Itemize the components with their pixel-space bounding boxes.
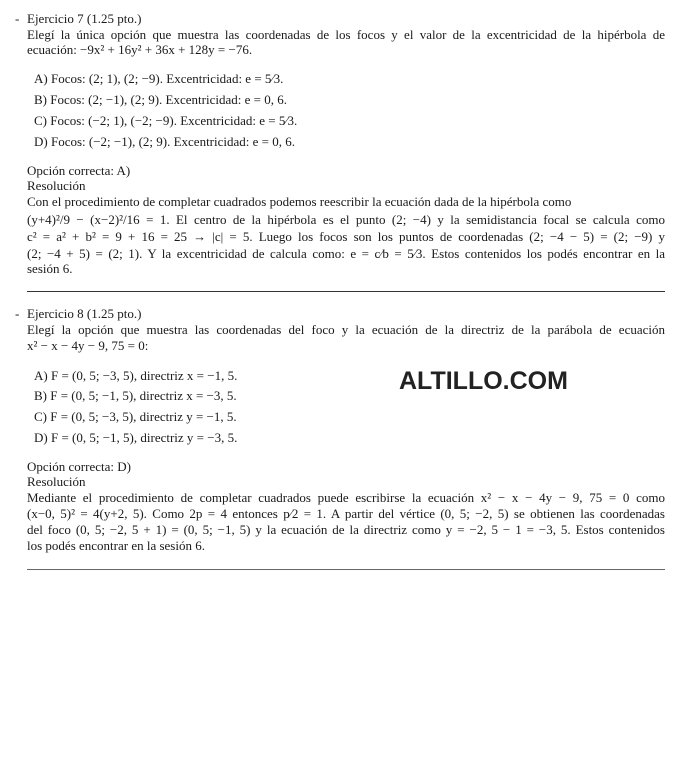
exercise-8-resolution-line: (x−0, 5)² = 4(y+2, 5). Como 2p = 4 entonces p⁄2 = 1. A partir del vértice (0, 5; −2, 5) se obtienen las coordenadas — [27, 506, 665, 521]
exercise-8-title: Ejercicio 8 (1.25 pto.) — [27, 306, 142, 321]
section-divider — [27, 291, 665, 292]
exercise-7-option-b: B) Focos: (2; −1), (2; 9). Excentricidad: e = 0, 6. — [34, 92, 287, 107]
exercise-8-resolution-line: Mediante el procedimiento de completar cuadrados puede escribirse la ecuación x² − x − 4y − 9, 75 = 0 como — [27, 490, 665, 505]
exercise-8-resolution-line: los podés encontrar en la sesión 6. — [27, 538, 205, 553]
exercise-7-statement: Elegí la única opción que muestra las coordenadas de los focos y el valor de la excentricidad de la hipérbola de — [27, 27, 665, 42]
exercise-7-resolution-line: Con el procedimiento de completar cuadrados podemos reescribir la ecuación dada de la hipérbola como — [27, 194, 572, 209]
exercise-7-statement: ecuación: −9x² + 16y² + 36x + 128y = −76. — [27, 42, 253, 57]
exercise-7-resolution-line: c² = a² + b² = 9 + 16 = 25 → |c| = 5. Luego los focos son los puntos de coordenadas (2; −4 − 5) = (2; −9) y — [27, 229, 665, 244]
exercise-8-resolution-label: Resolución — [27, 474, 86, 489]
exercise-8-correct-answer: Opción correcta: D) — [27, 459, 131, 474]
exercise-7-title: Ejercicio 7 (1.25 pto.) — [27, 11, 142, 26]
exercise-8-option-b: B) F = (0, 5; −1, 5), directriz x = −3, 5. — [34, 388, 237, 403]
section-divider — [27, 569, 665, 570]
exercise-8-statement: x² − x − 4y − 9, 75 = 0: — [27, 338, 149, 353]
exercise-8-option-d: D) F = (0, 5; −1, 5), directriz y = −3, 5. — [34, 430, 238, 445]
exercise-7-correct-answer: Opción correcta: A) — [27, 163, 131, 178]
exercise-8-option-c: C) F = (0, 5; −3, 5), directriz y = −1, 5. — [34, 409, 237, 424]
exercise-7-resolution-label: Resolución — [27, 178, 86, 193]
list-bullet: - — [15, 11, 20, 26]
exercise-8-resolution-line: del foco (0, 5; −2, 5 + 1) = (0, 5; −1, 5) y la ecuación de la directriz como y = −2, 5 − 1 = −3, 5. Estos contenidos — [27, 522, 665, 537]
exercise-7-resolution-line: (2; −4 + 5) = (2; 1). Y la excentricidad de calcula como: e = c⁄b = 5⁄3. Estos contenidos los podés encontrar en la — [27, 246, 665, 261]
watermark: ALTILLO.COM — [399, 367, 568, 395]
exercise-8-statement: Elegí la opción que muestra las coordenadas del foco y la ecuación de la directriz de la parábola de ecuación — [27, 322, 665, 337]
exercise-7-resolution-line: sesión 6. — [27, 261, 73, 276]
exercise-7-option-a: A) Focos: (2; 1), (2; −9). Excentricidad: e = 5⁄3. — [34, 71, 284, 86]
exercise-7-resolution-line: (y+4)²/9 − (x−2)²/16 = 1. El centro de la hipérbola es el punto (2; −4) y la semidistancia focal se calcula como — [27, 212, 665, 227]
exercise-7-option-d: D) Focos: (−2; −1), (2; 9). Excentricidad: e = 0, 6. — [34, 134, 295, 149]
exercise-8-option-a: A) F = (0, 5; −3, 5), directriz x = −1, 5. — [34, 368, 238, 383]
exercise-7-option-c: C) Focos: (−2; 1), (−2; −9). Excentricidad: e = 5⁄3. — [34, 113, 298, 128]
list-bullet: - — [15, 306, 20, 321]
